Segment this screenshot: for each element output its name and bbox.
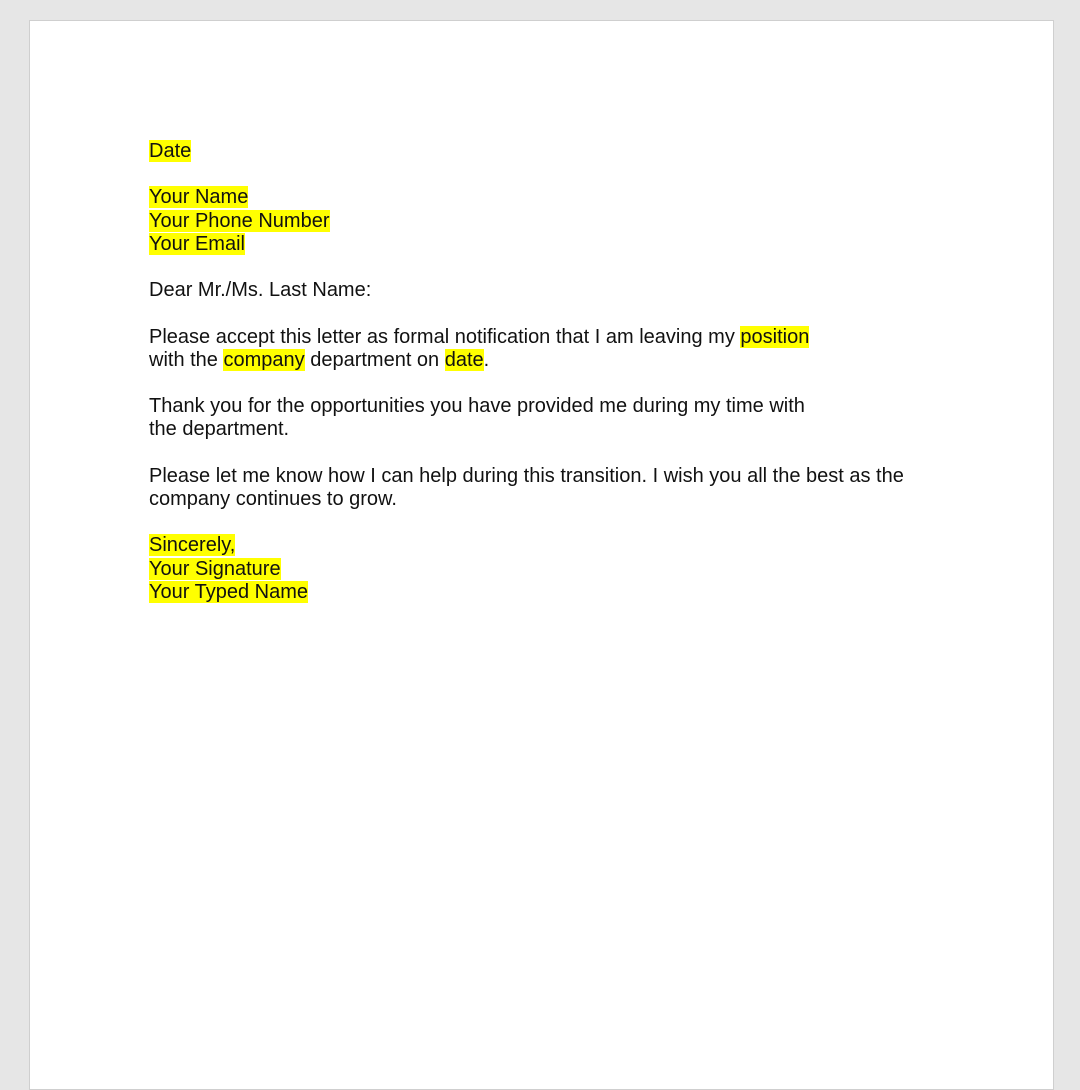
paragraph-notification-line-2: [149, 349, 949, 372]
sign-off-placeholder: Sincerely,: [149, 534, 236, 557]
position-placeholder: position: [740, 325, 810, 348]
salutation: [149, 279, 949, 302]
paragraph-notification: [149, 326, 949, 372]
leaving-date-placeholder: date: [444, 348, 484, 371]
sender-email-placeholder: Your Email: [149, 232, 245, 255]
paragraph-transition-line-2: company continues to grow.: [149, 487, 397, 510]
sender-phone-line: [149, 210, 949, 233]
document-page: [29, 20, 1054, 1090]
signature-line: [149, 558, 949, 581]
typed-name-placeholder: Your Typed Name: [149, 580, 308, 603]
notification-text-end: .: [483, 348, 490, 371]
company-placeholder: company: [223, 348, 305, 371]
notification-text-mid: department on: [304, 348, 445, 371]
sender-name-placeholder: Your Name: [149, 186, 249, 209]
paragraph-transition-line-1: Please let me know how I can help during this transition. I wish you all the best as the: [149, 464, 904, 487]
typed-name-line: [149, 581, 949, 604]
date-placeholder: Date: [149, 140, 192, 162]
closing-block: [149, 534, 949, 604]
paragraph-thanks-line-2: the department.: [149, 418, 290, 441]
resignation-letter: [149, 140, 949, 627]
paragraph-notification-line-1: [149, 326, 949, 349]
sender-phone-placeholder: Your Phone Number: [149, 209, 330, 232]
sign-off-line: [149, 534, 949, 557]
date-line: [149, 140, 949, 163]
sender-name-line: [149, 186, 949, 209]
notification-text: Please accept this letter as formal notification that I am leaving my: [149, 325, 741, 348]
paragraph-transition: [149, 465, 949, 511]
paragraph-thanks: [149, 395, 949, 441]
date-block: [149, 140, 949, 163]
notification-text-start: with the: [149, 348, 224, 371]
sender-email-line: [149, 233, 949, 256]
paragraph-thanks-line-1: Thank you for the opportunities you have provided me during my time with: [149, 395, 805, 418]
salutation-text: Dear Mr./Ms. Last Name:: [149, 279, 372, 302]
sender-block: [149, 186, 949, 256]
signature-placeholder: Your Signature: [149, 557, 281, 580]
